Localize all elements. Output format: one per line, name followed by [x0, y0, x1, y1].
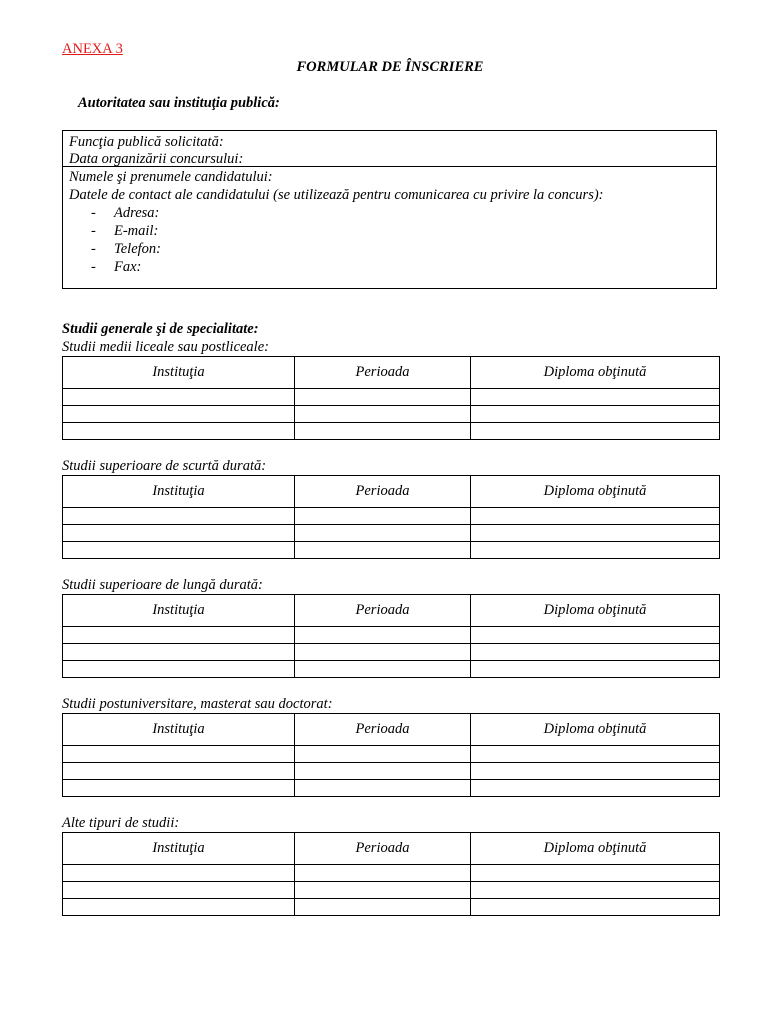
period-cell[interactable] [295, 763, 471, 780]
candidate-info-box [62, 130, 717, 289]
box-divider [63, 166, 716, 167]
table-row [63, 899, 720, 916]
period-cell[interactable] [295, 508, 471, 525]
institution-cell[interactable] [63, 763, 295, 780]
contact-label: E-mail: [114, 223, 159, 239]
diploma-cell[interactable] [471, 763, 720, 780]
table-row [63, 763, 720, 780]
table-row [63, 661, 720, 678]
diploma-cell[interactable] [471, 542, 720, 559]
bullet-dash: - [91, 241, 96, 257]
table-row [63, 882, 720, 899]
table-row [63, 746, 720, 763]
column-header-diploma: Diploma obţinută [471, 714, 720, 746]
contact-intro: Datele de contact ale candidatului (se utilizează pentru comunicarea cu privire la concurs): [69, 187, 604, 203]
diploma-cell[interactable] [471, 882, 720, 899]
period-cell[interactable] [295, 627, 471, 644]
period-cell[interactable] [295, 780, 471, 797]
column-header-period: Perioada [295, 357, 471, 389]
period-cell[interactable] [295, 899, 471, 916]
section-label-postgraduate: Studii postuniversitare, masterat sau doctorat: [62, 696, 333, 712]
table-row [63, 627, 720, 644]
table-header-row [63, 476, 720, 508]
column-header-institution: Instituţia [63, 357, 295, 389]
institution-cell[interactable] [63, 508, 295, 525]
table-row [63, 644, 720, 661]
table-row [63, 406, 720, 423]
column-header-institution: Instituţia [63, 595, 295, 627]
diploma-cell[interactable] [471, 865, 720, 882]
table-header-row [63, 357, 720, 389]
studies-table-postgraduate [62, 713, 720, 797]
authority-label: Autoritatea sau instituţia publică: [78, 95, 280, 111]
diploma-cell[interactable] [471, 899, 720, 916]
studies-table-highschool [62, 356, 720, 440]
contact-label: Adresa: [114, 205, 160, 221]
bullet-dash: - [91, 205, 96, 221]
column-header-period: Perioada [295, 595, 471, 627]
contact-label: Telefon: [114, 241, 161, 257]
diploma-cell[interactable] [471, 389, 720, 406]
institution-cell[interactable] [63, 899, 295, 916]
diploma-cell[interactable] [471, 644, 720, 661]
column-header-diploma: Diploma obţinută [471, 595, 720, 627]
table-row [63, 525, 720, 542]
table-row [63, 865, 720, 882]
table-row [63, 508, 720, 525]
studies-table-other [62, 832, 720, 916]
studies-table-long-higher [62, 594, 720, 678]
period-cell[interactable] [295, 406, 471, 423]
form-title: FORMULAR DE ÎNSCRIERE [296, 59, 484, 75]
studies-table-short-higher [62, 475, 720, 559]
annex-label: ANEXA 3 [62, 41, 123, 57]
diploma-cell[interactable] [471, 746, 720, 763]
period-cell[interactable] [295, 882, 471, 899]
diploma-cell[interactable] [471, 423, 720, 440]
period-cell[interactable] [295, 746, 471, 763]
section-label-short-higher: Studii superioare de scurtă durată: [62, 458, 267, 474]
period-cell[interactable] [295, 644, 471, 661]
column-header-diploma: Diploma obţinută [471, 833, 720, 865]
period-cell[interactable] [295, 661, 471, 678]
bullet-dash: - [91, 223, 96, 239]
diploma-cell[interactable] [471, 780, 720, 797]
institution-cell[interactable] [63, 406, 295, 423]
candidate-name-field-label: Numele şi prenumele candidatului: [69, 169, 273, 185]
period-cell[interactable] [295, 865, 471, 882]
contact-label: Fax: [114, 259, 142, 275]
position-field-label: Funcţia publică solicitată: [69, 134, 224, 150]
section-label-other: Alte tipuri de studii: [62, 815, 180, 831]
institution-cell[interactable] [63, 389, 295, 406]
column-header-period: Perioada [295, 714, 471, 746]
column-header-diploma: Diploma obţinută [471, 357, 720, 389]
institution-cell[interactable] [63, 627, 295, 644]
institution-cell[interactable] [63, 542, 295, 559]
institution-cell[interactable] [63, 865, 295, 882]
diploma-cell[interactable] [471, 406, 720, 423]
institution-cell[interactable] [63, 746, 295, 763]
institution-cell[interactable] [63, 644, 295, 661]
column-header-institution: Instituţia [63, 714, 295, 746]
studies-heading: Studii generale şi de specialitate: [62, 321, 259, 337]
institution-cell[interactable] [63, 780, 295, 797]
period-cell[interactable] [295, 423, 471, 440]
column-header-period: Perioada [295, 476, 471, 508]
table-row [63, 780, 720, 797]
period-cell[interactable] [295, 525, 471, 542]
institution-cell[interactable] [63, 423, 295, 440]
table-header-row [63, 714, 720, 746]
section-label-highschool: Studii medii liceale sau postliceale: [62, 339, 269, 355]
column-header-diploma: Diploma obţinută [471, 476, 720, 508]
table-row [63, 542, 720, 559]
contest-date-field-label: Data organizării concursului: [69, 151, 244, 167]
column-header-institution: Instituţia [63, 833, 295, 865]
bullet-dash: - [91, 259, 96, 275]
column-header-institution: Instituţia [63, 476, 295, 508]
institution-cell[interactable] [63, 882, 295, 899]
diploma-cell[interactable] [471, 661, 720, 678]
column-header-period: Perioada [295, 833, 471, 865]
diploma-cell[interactable] [471, 627, 720, 644]
period-cell[interactable] [295, 389, 471, 406]
institution-cell[interactable] [63, 525, 295, 542]
table-header-row [63, 833, 720, 865]
diploma-cell[interactable] [471, 508, 720, 525]
table-row [63, 423, 720, 440]
period-cell[interactable] [295, 542, 471, 559]
table-header-row [63, 595, 720, 627]
section-label-long-higher: Studii superioare de lungă durată: [62, 577, 263, 593]
table-row [63, 389, 720, 406]
institution-cell[interactable] [63, 661, 295, 678]
diploma-cell[interactable] [471, 525, 720, 542]
